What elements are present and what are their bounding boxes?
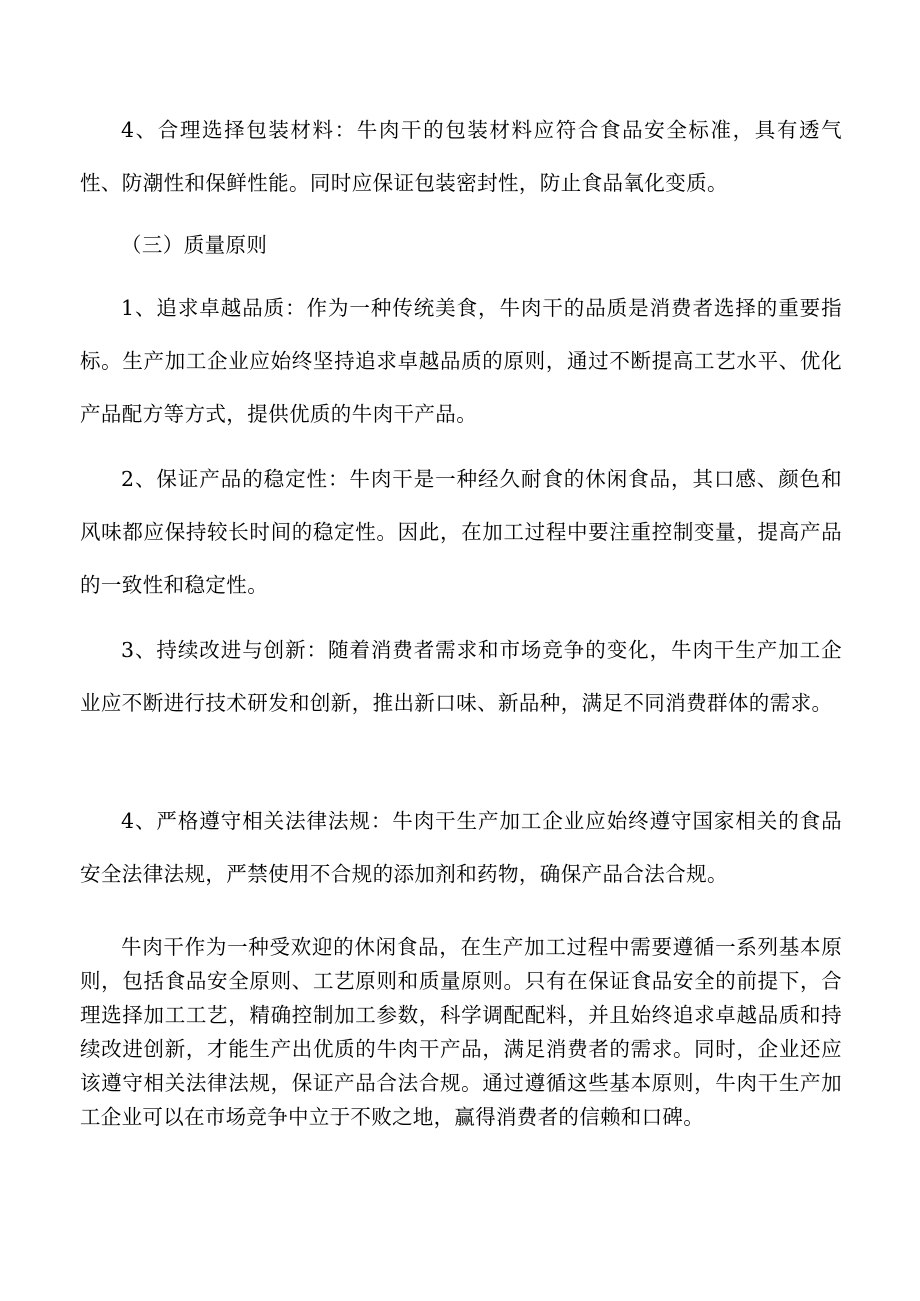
paragraph-packaging-materials: 4、合理选择包装材料：牛肉干的包装材料应符合食品安全标准，具有透气性、防潮性和保鲜性能。同时应保证包装密封性，防止食品氧化变质。: [80, 118, 842, 195]
paragraph-pursue-excellent-quality: 1、追求卓越品质：作为一种传统美食，牛肉干的品质是消费者选择的重要指标。生产加工企业应始终坚持追求卓越品质的原则，通过不断提高工艺水平、优化产品配方等方式，提供优质的牛肉干产品。: [80, 296, 842, 426]
paragraph-product-stability: 2、保证产品的稳定性：牛肉干是一种经久耐食的休闲食品，其口感、颜色和风味都应保持较长时间的稳定性。因此，在加工过程中要注重控制变量，提高产品的一致性和稳定性。: [80, 467, 842, 597]
section-heading-quality-principles: （三）质量原则: [121, 233, 268, 257]
paragraph-continuous-improvement: 3、持续改进与创新：随着消费者需求和市场竞争的变化，牛肉干生产加工企业应不断进行技术研发和创新，推出新口味、新品种，满足不同消费群体的需求。: [80, 638, 842, 715]
paragraph-summary: 牛肉干作为一种受欢迎的休闲食品，在生产加工过程中需要遵循一系列基本原则，包括食品安全原则、工艺原则和质量原则。只有在保证食品安全的前提下，合理选择加工工艺，精确控制加工参数，科学调配配料，并且始终追求卓越品质和持续改进创新，才能生产出优质的牛肉干产品，满足消费者的需求。同时，企业还应该遵守相关法律法规，保证产品合法合规。通过遵循这些基本原则，牛肉干生产加工企业可以在市场竞争中立于不败之地，赢得消费者的信赖和口碑。: [80, 935, 842, 1129]
paragraph-legal-compliance: 4、严格遵守相关法律法规：牛肉干生产加工企业应始终遵守国家相关的食品安全法律法规，严禁使用不合规的添加剂和药物，确保产品合法合规。: [80, 809, 842, 886]
